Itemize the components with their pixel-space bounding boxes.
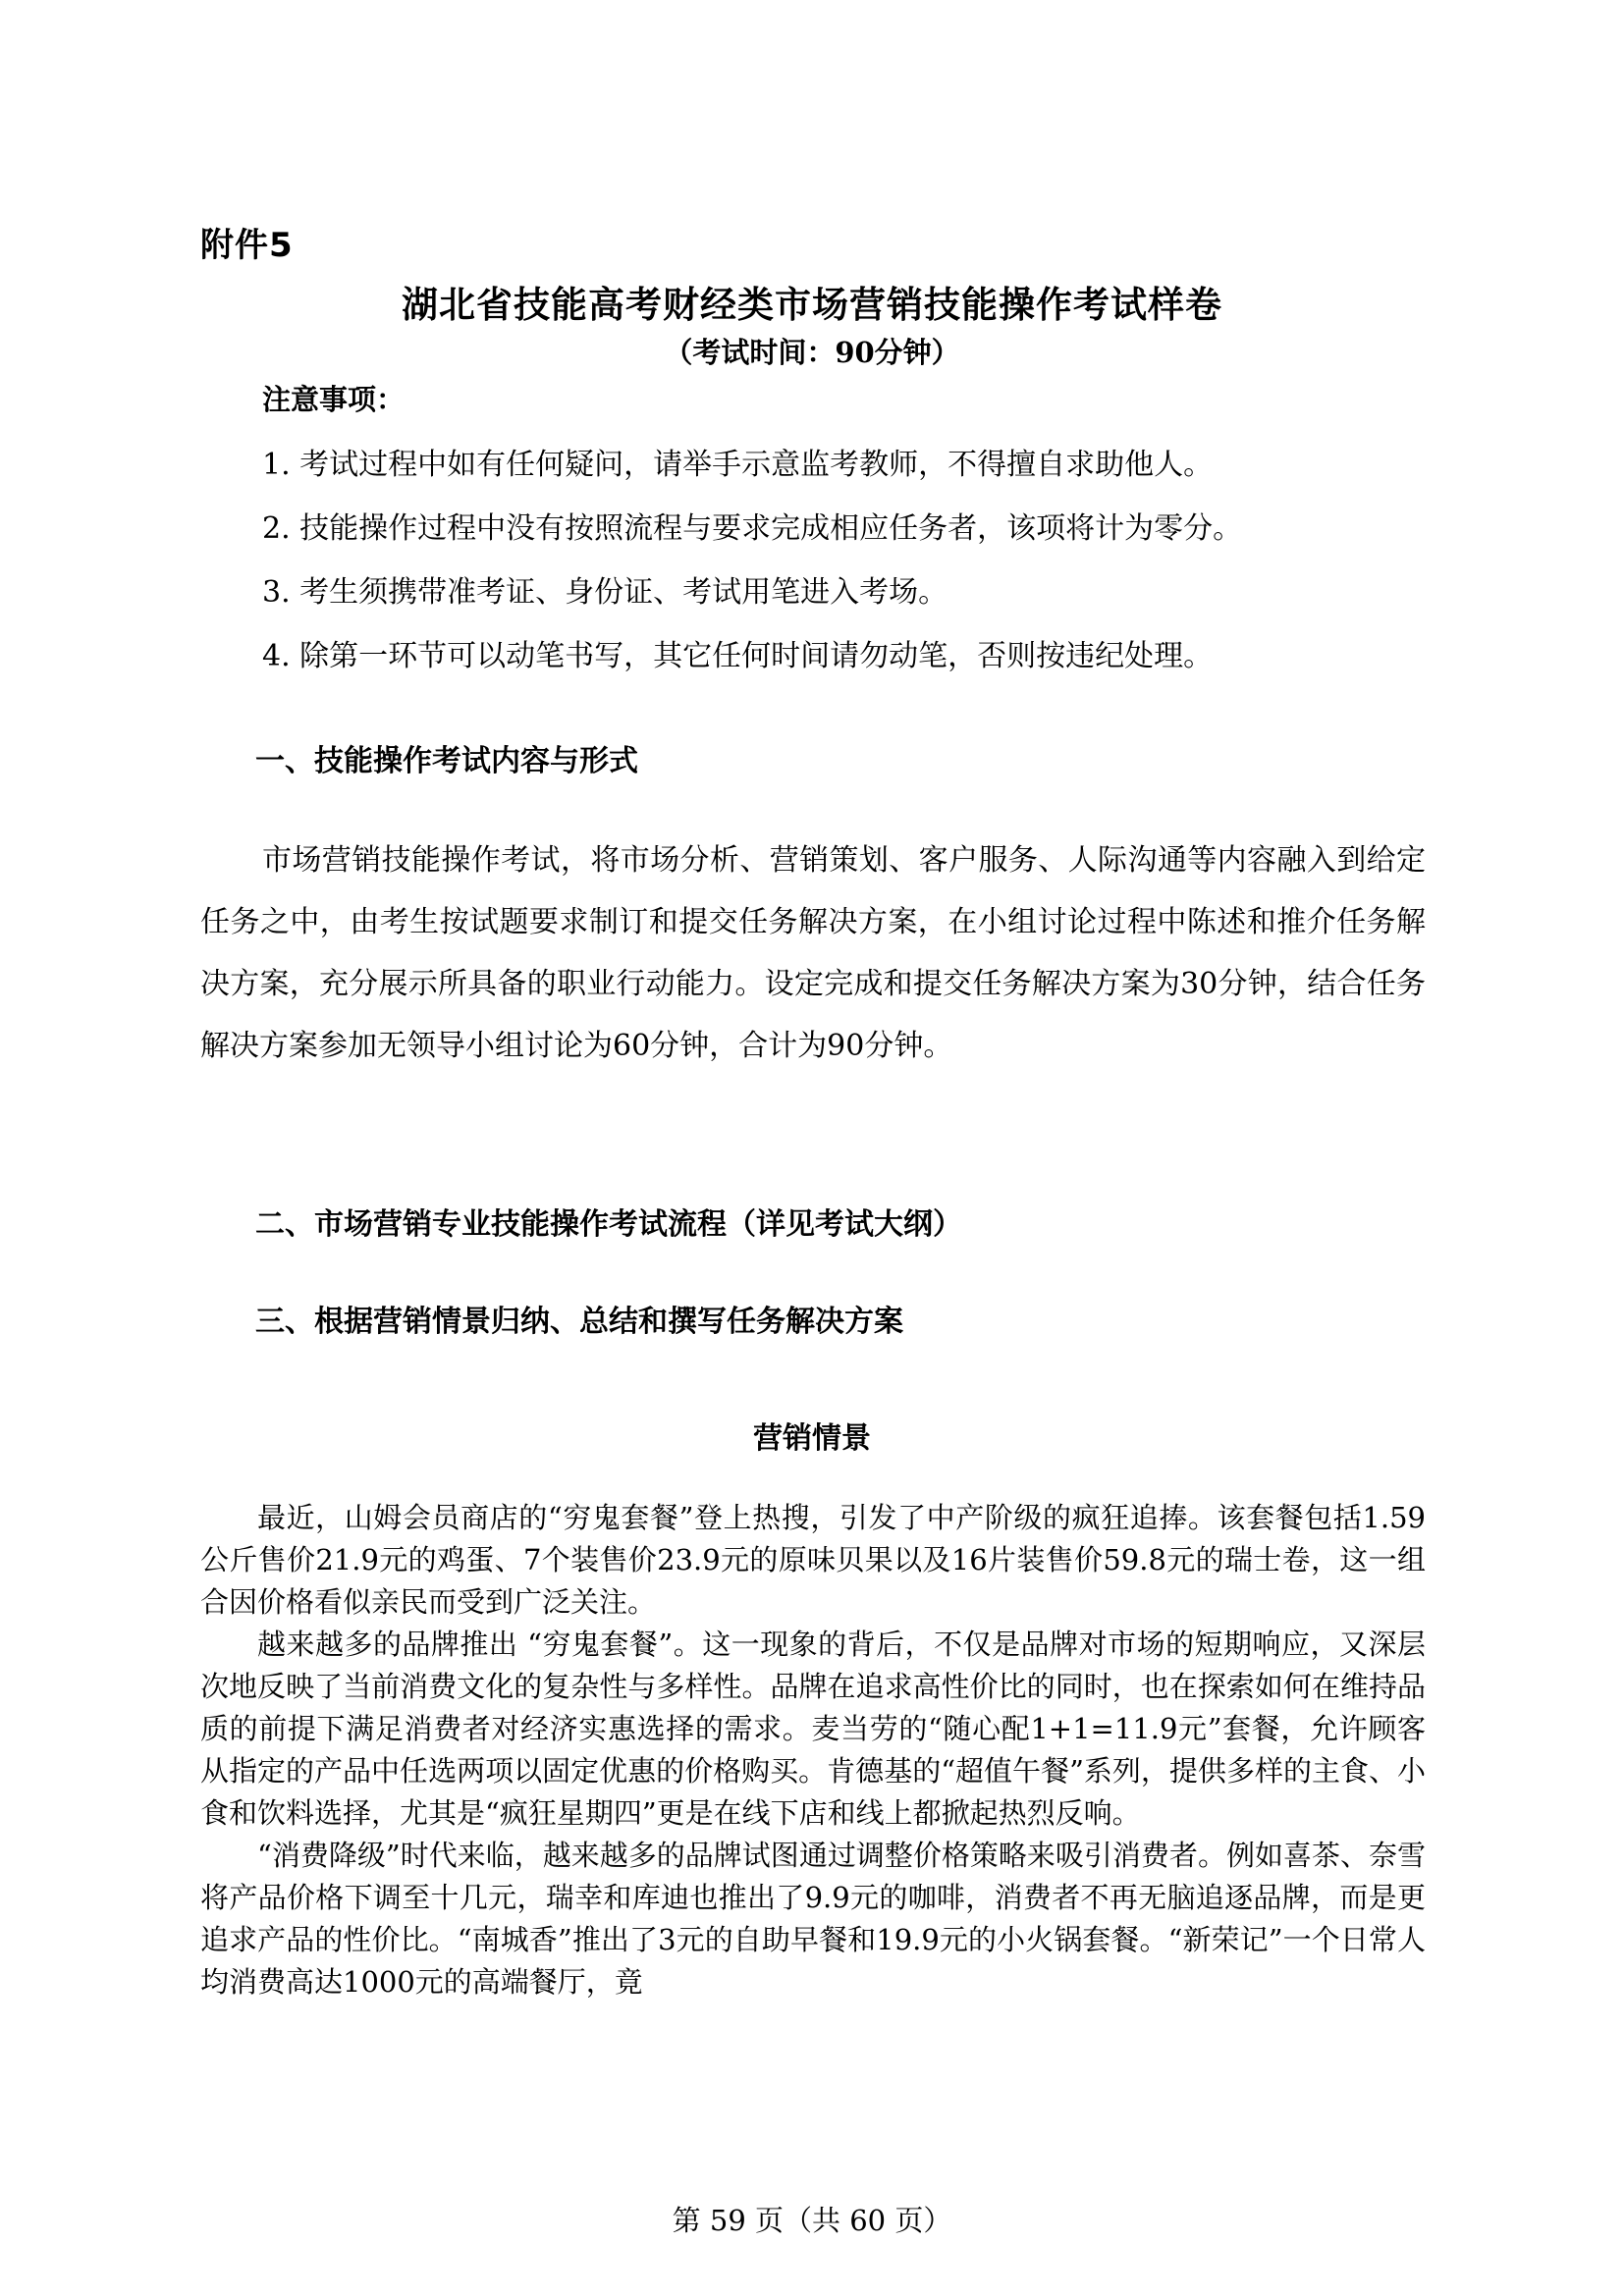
section-heading-2: 二、市场营销专业技能操作考试流程（详见考试大纲） xyxy=(255,1207,962,1242)
page-number: 第 59 页（共 60 页） xyxy=(672,2204,952,2237)
notice-item: 2. 技能操作过程中没有按照流程与要求完成相应任务者，该项将计为零分。 xyxy=(262,511,1243,546)
notice-item: 1. 考试过程中如有任何疑问，请举手示意监考教师，不得擅自求助他人。 xyxy=(262,448,1214,482)
section-1-body: 市场营销技能操作考试，将市场分析、营销策划、客户服务、人际沟通等内容融入到给定任务之中，由考生按试题要求制订和提交任务解决方案，在小组讨论过程中陈述和推介任务解决方案，充分展示所具备的职业行动能力。设定完成和提交任务解决方案为30分钟，结合任务解决方案参加无领导小组讨论为60分钟，合计为90分钟。 xyxy=(200,843,1426,1063)
scene-paragraph: 最近，山姆会员商店的“穷鬼套餐”登上热搜，引发了中产阶级的疯狂追捧。该套餐包括1.59公斤售价21.9元的鸡蛋、7个装售价23.9元的原味贝果以及16片装售价59.8元的瑞士卷，这一组合因价格看似亲民而受到广泛关注。 xyxy=(200,1501,1426,1619)
exam-duration: （考试时间：90分钟） xyxy=(664,336,960,369)
scene-body xyxy=(200,1497,1426,2003)
scene-title: 营销情景 xyxy=(753,1421,871,1456)
page-title: 湖北省技能高考财经类市场营销技能操作考试样卷 xyxy=(402,284,1222,326)
notice-item: 4. 除第一环节可以动笔书写，其它任何时间请勿动笔，否则按违纪处理。 xyxy=(262,639,1214,673)
notice-item: 3. 考生须携带准考证、身份证、考试用笔进入考场。 xyxy=(262,575,948,610)
scene-paragraph: 越来越多的品牌推出 “穷鬼套餐”。这一现象的背后，不仅是品牌对市场的短期响应，又深层次地反映了当前消费文化的复杂性与多样性。品牌在追求高性价比的同时，也在探索如何在维持品质的前提下满足消费者对经济实惠选择的需求。麦当劳的“随心配1+1=11.9元”套餐，允许顾客从指定的产品中任选两项以固定优惠的价格购买。肯德基的“超值午餐”系列，提供多样的主食、小食和饮料选择，尤其是“疯狂星期四”更是在线下店和线上都掀起热烈反响。 xyxy=(200,1628,1426,1830)
scene-paragraph: “消费降级”时代来临，越来越多的品牌试图通过调整价格策略来吸引消费者。例如喜茶、奈雪将产品价格下调至十几元，瑞幸和库迪也推出了9.9元的咖啡，消费者不再无脑追逐品牌，而是更追求产品的性价比。“南城香”推出了3元的自助早餐和19.9元的小火锅套餐。“新荣记”一个日常人均消费高达1000元的高端餐厅，竟 xyxy=(200,1839,1426,1999)
section-heading-1: 一、技能操作考试内容与形式 xyxy=(255,744,638,778)
attachment-label: 附件5 xyxy=(200,226,294,265)
notice-heading: 注意事项： xyxy=(262,383,406,416)
section-heading-3: 三、根据营销情景归纳、总结和撰写任务解决方案 xyxy=(255,1305,903,1339)
